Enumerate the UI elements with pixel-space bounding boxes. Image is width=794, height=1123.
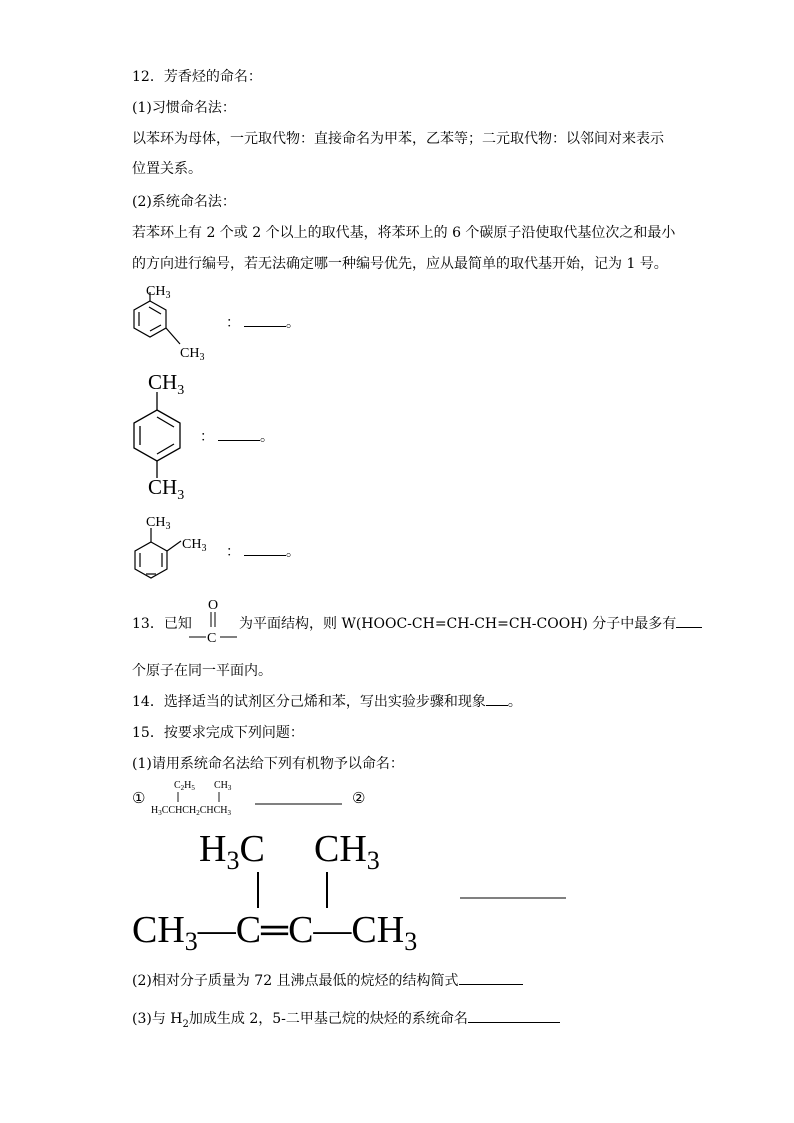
q15-title: 15．按要求完成下列问题： [132, 725, 304, 741]
circle-2: ② [352, 791, 366, 807]
q15-sub3-blank[interactable] [468, 1010, 560, 1023]
q14-end: 。 [507, 694, 522, 710]
f1-main-chain: $H_3CCHCH_2CHCH_3$ [151, 805, 231, 817]
meta-prompt: ： [226, 315, 240, 331]
para-end: 。 [260, 429, 274, 445]
para-ch3-top: $CH_3$ [148, 370, 185, 398]
meta-ch3-top: $CH_3$ [146, 284, 171, 301]
alkene-ch3-right: $CH_3$ [314, 828, 380, 875]
q13-line2: 个原子在同一平面内。 [132, 663, 272, 679]
q12-common-heading: (1)习惯命名法： [132, 100, 236, 116]
q13-prefix: 13．已知 [132, 616, 192, 632]
q12-title: 12．芳香烃的命名： [132, 69, 262, 85]
q15-sub3-a: (3)与 H [132, 1011, 183, 1027]
carbonyl-oxygen: O [208, 598, 219, 613]
ortho-end: 。 [286, 544, 300, 560]
carbonyl-carbon: C [207, 631, 217, 646]
q15-sub2-text: (2)相对分子质量为 72 且沸点最低的烷烃的结构简式 [132, 973, 459, 989]
q15-sub3-b: 加成生成 2，5-二甲基己烷的炔烃的系统命名 [188, 1011, 468, 1027]
q13-middle-text: 为平面结构，则 W(HOOC-CH=CH-CH=CH-COOH) 分子中最多有 [239, 616, 677, 632]
q15-sub3-sub: 2 [182, 1018, 189, 1030]
para-ch3-bottom: $CH_3$ [148, 475, 185, 503]
alkene-main-chain: $CH_3—C═C—CH_3$ [132, 909, 418, 956]
meta-end: 。 [286, 315, 300, 331]
ortho-ch3-right: $CH_3$ [182, 537, 207, 554]
f1-methyl: $CH_3$ [214, 780, 232, 792]
q15-sub2 [132, 972, 523, 990]
q15-sub3 [132, 1010, 560, 1034]
ortho-prompt: ： [226, 544, 240, 560]
circle-1: ① [132, 791, 146, 807]
q14-question: 14．选择适当的试剂区分己烯和苯，写出实验步骤和现象 [132, 694, 486, 710]
q12-system-text-2: 的方向进行编号，若无法确定哪一种编号优先，应从最简单的取代基开始，记为 1 号。 [132, 256, 668, 272]
meta-ch3-bottom: $CH_3$ [180, 346, 205, 363]
para-prompt: ： [200, 429, 214, 445]
q12-common-text-2: 位置关系。 [132, 161, 202, 177]
q15-sub1: (1)请用系统命名法给下列有机物予以命名： [132, 756, 404, 772]
ortho-ch3-top: $CH_3$ [146, 515, 171, 532]
q15-sub2-blank[interactable] [459, 972, 523, 985]
alkene-h3c: $H_3C$ [199, 828, 265, 875]
q12-common-text-1: 以苯环为母体，一元取代物：直接命名为甲苯，乙苯等；二元取代物：以邻间对来表示 [132, 131, 664, 147]
f1-ethyl: $C_2H_5$ [174, 780, 195, 792]
q12-system-text-1: 若苯环上有 2 个或 2 个以上的取代基，将苯环上的 6 个碳原子沿使取代基位次之和最小 [132, 225, 676, 241]
q12-system-heading: (2)系统命名法： [132, 194, 236, 210]
